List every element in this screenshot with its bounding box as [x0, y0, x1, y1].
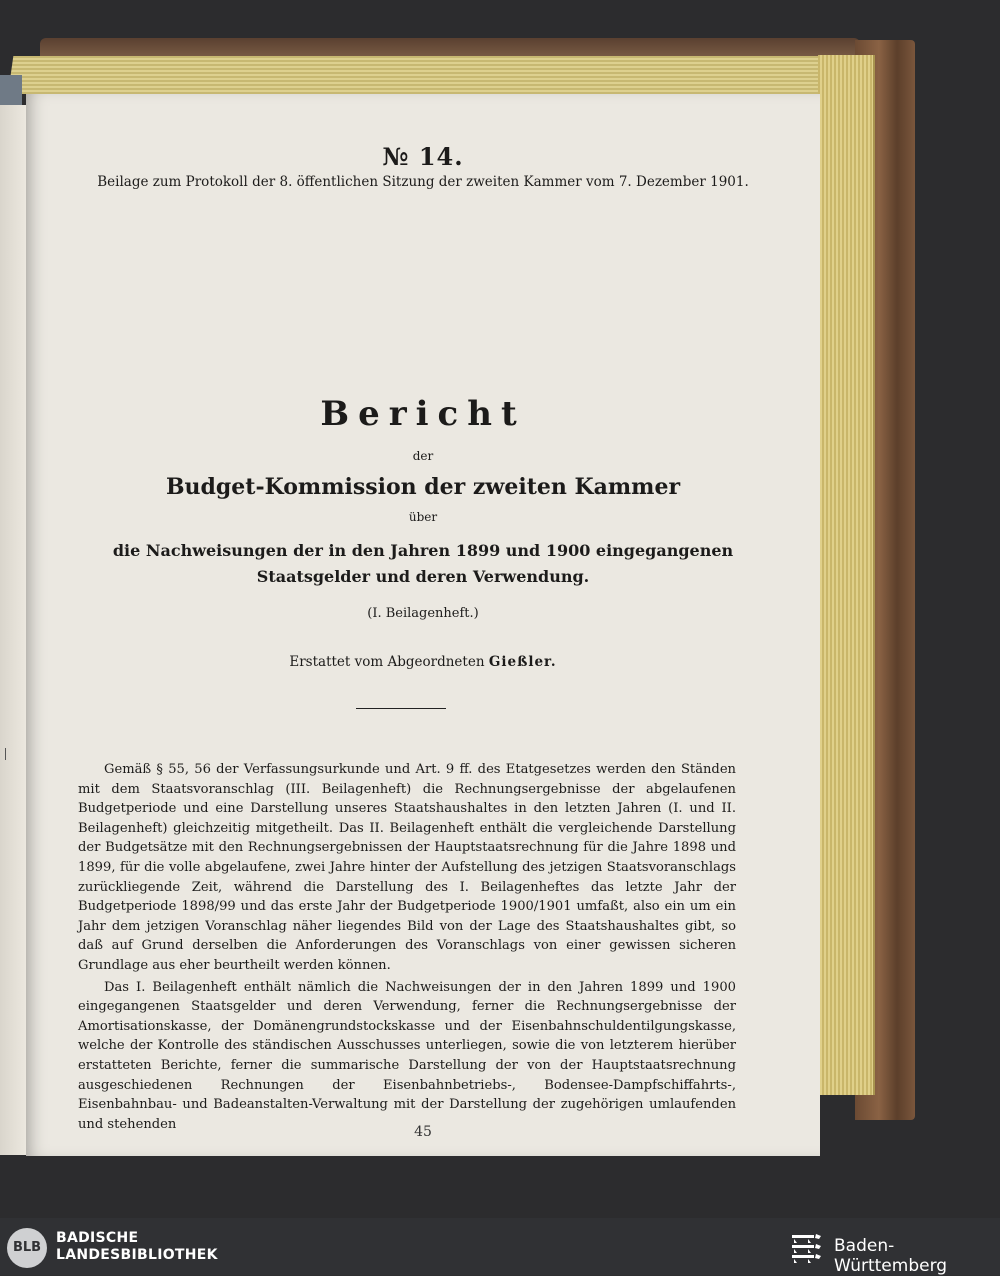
blb-line-2: LANDESBIBLIOTHEK — [56, 1247, 218, 1263]
document-number: № 14. — [382, 142, 464, 171]
page-stack-side — [818, 55, 875, 1095]
document-page — [26, 94, 820, 1156]
blb-line-1: BADISCHE — [56, 1230, 139, 1246]
page-stack-top — [8, 56, 873, 94]
bw-lions-icon — [790, 1231, 824, 1265]
beilage-line: Beilage zum Protokoll der 8. öffentlichen Sitzung der zweiten Kammer vom 7. Dezember 1901. — [97, 174, 749, 190]
title-der: der — [412, 449, 434, 463]
beiheft-label: (I. Beilagenheft.) — [367, 606, 479, 621]
blb-name[interactable] — [56, 1230, 218, 1264]
report-title: Bericht — [320, 394, 526, 434]
author-line — [26, 654, 820, 670]
paragraph-2: Das I. Beilagenheft enthält nämlich die Nachweisungen der in den Jahren 1899 und 1900 eingegangenen Staatsgelder und deren Verwendung, ferner die Rechnungsergebnisse der Amortisationskasse, der Domänengrundstockskasse und der Eisenbahnschuldentilgungskasse, welche der Kontrolle des ständischen Ausschusses unterliegen, sowie die von letzterem hierüber erstatteten Berichte, ferner die summarische Darstellung der von der Hauptstaatsrechnung ausgeschiedenen Rechnungen der Eisenbahnbetriebs-, Bodensee-Dampfschiffahrts-, Eisenbahnbau- und Badeanstalten-Verwaltung mit der Darstellung der zugehörigen umlaufenden und stehenden — [78, 979, 736, 1132]
blb-logo-icon[interactable]: BLB — [7, 1228, 47, 1268]
report-subject: die Nachweisungen der in den Jahren 1899 und 1900 eingegangenen Staatsgelder und deren Verwendung. — [112, 541, 734, 586]
paragraph-1: Gemäß § 55, 56 der Verfassungsurkunde und Art. 9 ff. des Etatgesetzes werden den Ständen mit dem Staatsvoranschlag (III. Beilagenheft) die Rechnungsergebnisse der abgelaufenen Budgetperiode und eine Darstellung unseres Staatshaushaltes in den letzten Jahren (I. und II. Beilagenheft) gleichzeitig mitgetheilt. Das II. Beilagenheft enthält die vergleichende Darstellung der Budgetsätze mit den Rechnungsergebnissen der Hauptstaatsrechnung für die Jahre 1898 und 1899, für die volle abgelaufene, zwei Jahre hinter der Aufstellung des jetzigen Staatsvoranschlags zurückliegende Zeit, während die Darstellung des I. Beilagenheftes das letzte Jahr der Budgetperiode 1898/99 und das erste Jahr der Budgetperiode 1900/1901 umfaßt, also ein um ein Jahr dem jetzigen Voranschlag näher liegendes Bild von der Lage des Staatshaushaltes gibt, so daß auf Grund derselben die Anforderungen des Voranschlags von einer gewissen sicheren Grundlage aus eher beurtheilt werden können. — [78, 762, 736, 973]
left-page-edge — [0, 105, 27, 1155]
body-text — [78, 760, 736, 1136]
bw-name[interactable]: Baden-Württemberg — [834, 1236, 948, 1276]
title-ueber: über — [408, 510, 438, 524]
separator-rule — [356, 708, 446, 709]
page-number: 45 — [414, 1124, 432, 1140]
author-name: Gießler. — [488, 654, 557, 670]
author-prefix: Erstattet vom Abgeordneten — [289, 654, 485, 670]
commission-heading: Budget-Kommission der zweiten Kammer — [165, 474, 681, 500]
footer-bar — [0, 1218, 1000, 1275]
margin-mark — [5, 748, 6, 760]
